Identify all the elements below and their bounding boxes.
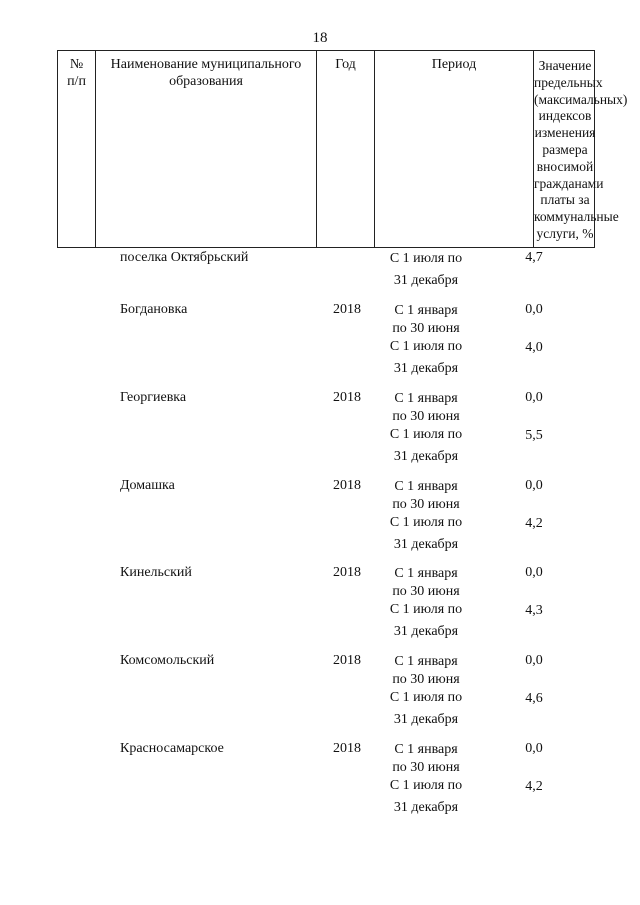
period-cell [380, 565, 472, 641]
header-number-line: № [69, 57, 84, 72]
municipality-name: поселка Октябрьский [120, 250, 249, 265]
year-cell: 2018 [333, 390, 361, 405]
period-line: 31 декабря [393, 537, 459, 552]
municipality-name: Богдановка [120, 302, 188, 317]
header-value-line: индексов [538, 108, 592, 124]
period-line: С 1 января [394, 742, 458, 757]
page-number: 18 [312, 30, 328, 46]
period-cell [380, 250, 472, 290]
header-number-line: п/п [67, 74, 86, 89]
municipality-name: Красносамарское [120, 741, 224, 756]
header-value-line: Значение [538, 58, 592, 73]
year-cell: 2018 [333, 565, 361, 580]
index-value: 0,0 [525, 565, 543, 580]
index-value: 4,7 [525, 250, 543, 265]
index-value: 0,0 [525, 653, 543, 668]
period-line: С 1 января [394, 479, 458, 494]
index-value: 0,0 [525, 478, 543, 493]
header-year-column [317, 51, 375, 247]
period-line: 31 декабря [393, 712, 459, 727]
header-name-column [96, 51, 317, 247]
municipality-name: Кинельский [120, 565, 192, 580]
header-value-line: вносимой [536, 158, 594, 174]
period-cell [380, 478, 472, 554]
header-value-line: размера [542, 141, 588, 157]
period-line: С 1 июля по [389, 339, 463, 354]
period-line: С 1 июля по [389, 251, 463, 266]
header-period-column [375, 51, 534, 247]
year-cell: 2018 [333, 302, 361, 317]
period-line: по 30 июня [392, 321, 460, 336]
header-year-label: Год [335, 57, 356, 72]
header-value-line: предельных [534, 74, 603, 90]
index-value: 0,0 [525, 390, 543, 405]
period-line: 31 декабря [393, 361, 459, 376]
period-line: С 1 июля по [389, 690, 463, 705]
header-period-label: Период [431, 57, 477, 72]
index-value: 4,2 [525, 779, 543, 794]
year-cell: 2018 [333, 653, 361, 668]
index-value: 0,0 [525, 741, 543, 756]
header-name-line: Наименование муниципального [110, 57, 302, 72]
period-line: 31 декабря [393, 449, 459, 464]
period-line: С 1 января [394, 303, 458, 318]
municipality-name: Георгиевка [120, 390, 187, 405]
index-value: 0,0 [525, 302, 543, 317]
table-header [57, 50, 628, 248]
header-value-line: платы за [540, 192, 590, 208]
index-value: 4,0 [525, 340, 543, 355]
index-value: 4,3 [525, 603, 543, 618]
period-line: по 30 июня [392, 497, 460, 512]
period-line: С 1 июля по [389, 602, 463, 617]
municipality-name: Домашка [120, 478, 175, 493]
period-line: по 30 июня [392, 409, 460, 424]
period-line: 31 декабря [393, 624, 459, 639]
header-value-line: коммунальные [534, 209, 619, 225]
period-cell [380, 390, 472, 466]
period-cell [380, 653, 472, 729]
period-cell [380, 741, 472, 817]
municipality-name: Комсомольский [120, 653, 215, 668]
year-cell: 2018 [333, 478, 361, 493]
period-line: С 1 января [394, 391, 458, 406]
period-line: по 30 июня [392, 760, 460, 775]
period-line: С 1 июля по [389, 515, 463, 530]
header-number-column [58, 51, 96, 247]
header-value-line: гражданами [534, 175, 604, 191]
header-value-line: изменения [534, 125, 596, 141]
index-value: 4,2 [525, 516, 543, 531]
period-line: С 1 января [394, 566, 458, 581]
period-line: С 1 июля по [389, 427, 463, 442]
period-line: по 30 июня [392, 584, 460, 599]
period-line: С 1 января [394, 654, 458, 669]
header-value-column [534, 51, 628, 247]
period-line: 31 декабря [393, 273, 459, 288]
header-name-line: образования [169, 74, 243, 89]
period-line: по 30 июня [392, 672, 460, 687]
year-cell: 2018 [333, 741, 361, 756]
index-value: 4,6 [525, 691, 543, 706]
period-cell [380, 302, 472, 378]
header-value-line: (максимальных) [534, 91, 628, 107]
period-line: 31 декабря [393, 800, 459, 815]
period-line: С 1 июля по [389, 778, 463, 793]
header-value-line: услуги, % [536, 225, 594, 241]
index-value: 5,5 [525, 428, 543, 443]
